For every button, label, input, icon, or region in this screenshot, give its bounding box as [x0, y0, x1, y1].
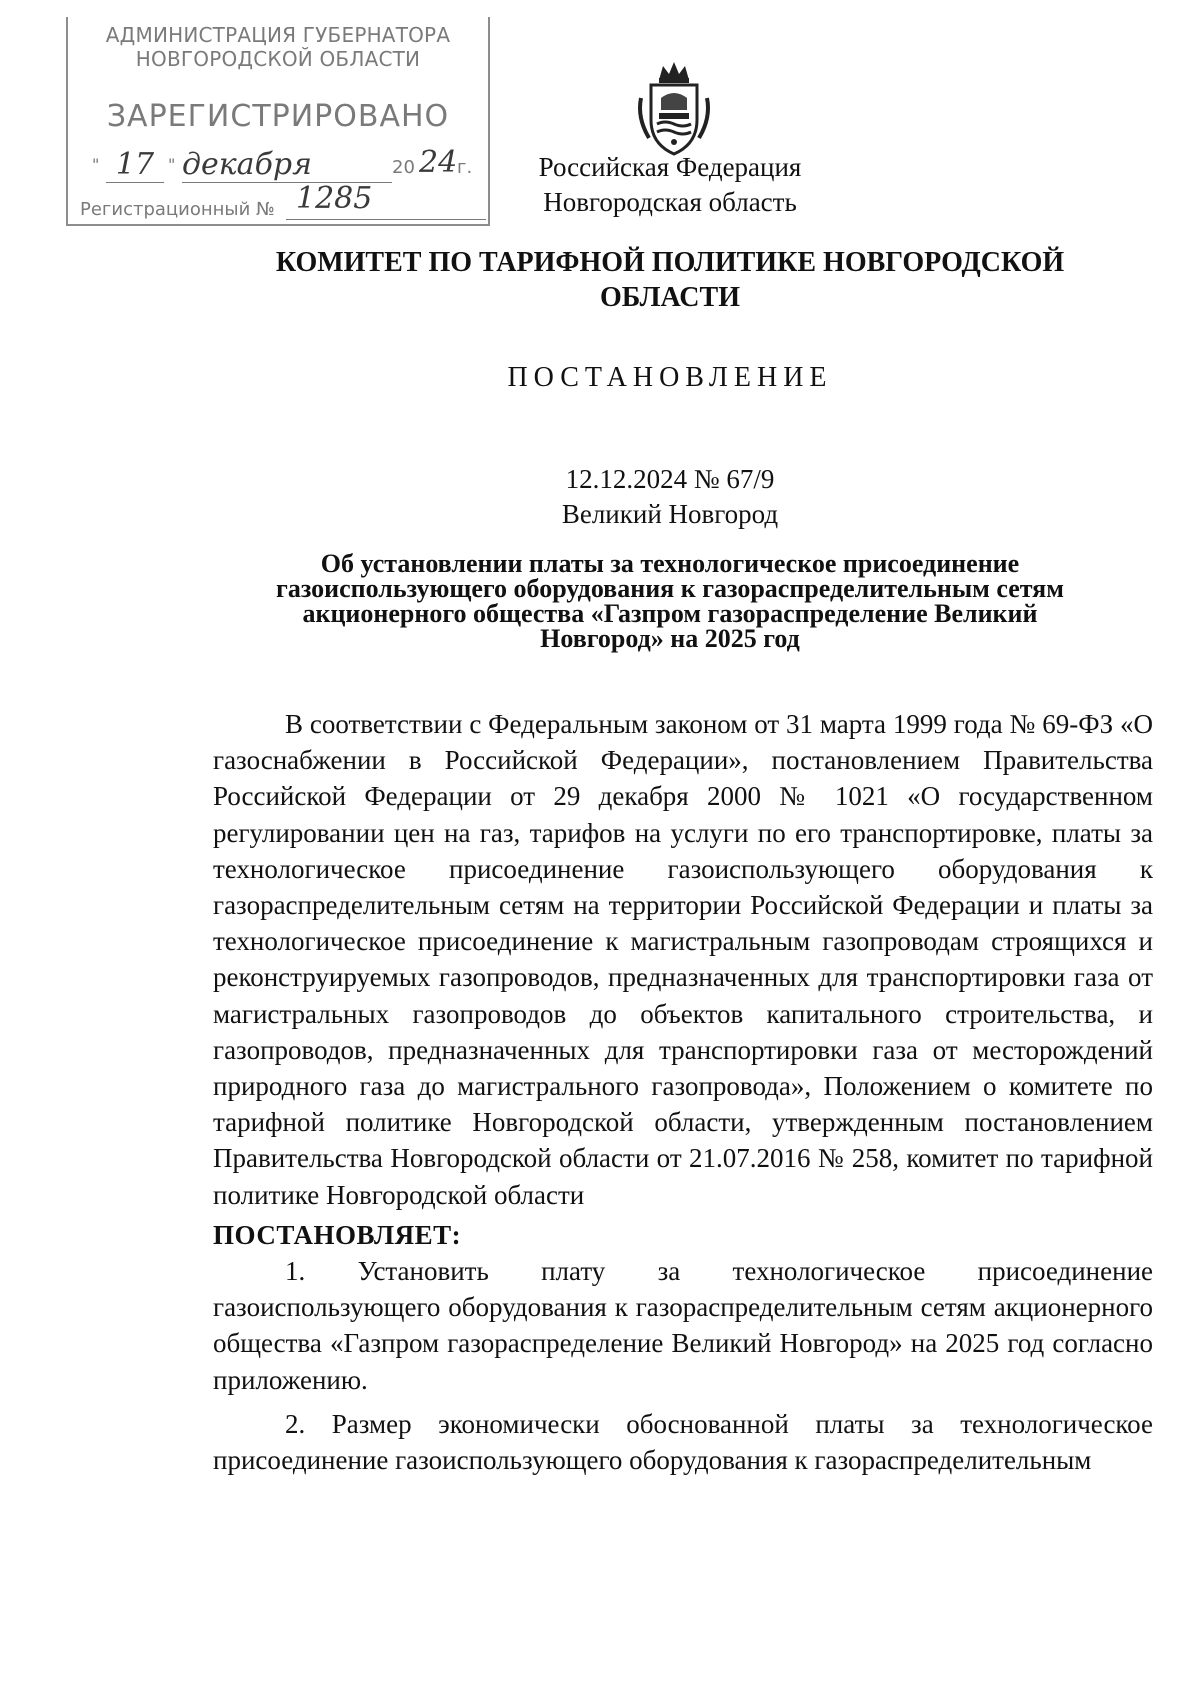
stamp-year-prefix: 20 [392, 157, 415, 178]
subject-line2: газоиспользующего оборудования к газораспределительным сетям [276, 574, 1064, 603]
stamp-number-row [80, 181, 480, 223]
stamp-year-abbr: г. [457, 157, 473, 178]
committee-title [250, 245, 1090, 315]
subject-line1: Об установлении платы за технологическое присоединение [320, 549, 1020, 578]
stamp-day: 17 [106, 147, 164, 183]
region-name: Новгородская область [543, 187, 797, 217]
document-subject [230, 551, 1110, 651]
stamp-org-line2: НОВГОРОДСКОЙ ОБЛАСТИ [135, 47, 421, 71]
subject-line4: Новгород» на 2025 год [540, 624, 800, 653]
stamp-month: декабря [182, 147, 392, 183]
committee-title-line2: ОБЛАСТИ [600, 282, 740, 313]
stamp-organization [68, 23, 488, 71]
committee-title-line1: КОМИТЕТ ПО ТАРИФНОЙ ПОЛИТИКЕ НОВГОРОДСКОЙ [275, 247, 1065, 278]
stamp-quote-close: " [168, 155, 176, 174]
preamble-paragraph: В соответствии с Федеральным законом от 31 марта 1999 года № 69-ФЗ «О газоснабжении в Российской Федерации», постановлением Правительства Российской Федерации от 29 декабря 2000 № 1021 «О государственном регулировании цен на газ, тарифов на услуги по его транспортировке, платы за технологическое присоединение газоиспользующего оборудования к газораспределительным сетям на территории Российской Федерации и платы за технологическое присоединение к магистральным газопроводам строящихся и реконструируемых газопроводов, предназначенных для транспортировки газа от магистральных газопроводов до объектов капитального строительства, и газопроводов, предназначенных для транспортировки газа от месторождений природного газа до магистрального газопровода», Положением о комитете по тарифной политике Новгородской области, утвержденным постановлением Правительства Новгородской области от 21.07.2016 № 258, комитет по тарифной политике Новгородской области [213, 709, 1153, 1210]
document-body [213, 706, 1153, 1478]
resolves-heading: ПОСТАНОВЛЯЕТ: [213, 1219, 462, 1250]
registration-stamp [66, 17, 490, 226]
country-name: Российская Федерация [538, 152, 802, 182]
document-city: Великий Новгород [561, 499, 779, 529]
stamp-number-value: 1285 [286, 181, 486, 220]
stamp-registered-label: ЗАРЕГИСТРИРОВАНО [106, 99, 450, 134]
item-1-paragraph: 1. Установить плату за технологическое присоединение газоиспользующего оборудования к газораспределительным сетям акционерного общества «Газпром газораспределение Великий Новгород» на 2025 год согласно приложению. [213, 1256, 1153, 1395]
state-header [500, 150, 840, 220]
coat-of-arms-icon [635, 58, 713, 158]
stamp-year-suffix: 24 [419, 145, 458, 180]
document-date-number-block [420, 462, 920, 532]
stamp-org-line1: АДМИНИСТРАЦИЯ ГУБЕРНАТОРА [105, 23, 451, 47]
item-2-paragraph: 2. Размер экономически обоснованной платы за технологическое присоединение газоиспользующего оборудования к газораспределительным [213, 1408, 1153, 1476]
subject-line3: акционерного общества «Газпром газораспределение Великий [302, 599, 1038, 628]
document-date-number: 12.12.2024 № 67/9 [565, 464, 775, 494]
document-type: ПОСТАНОВЛЕНИЕ [507, 362, 833, 393]
stamp-quote-open: " [92, 155, 100, 174]
stamp-number-label: Регистрационный № [80, 199, 275, 220]
